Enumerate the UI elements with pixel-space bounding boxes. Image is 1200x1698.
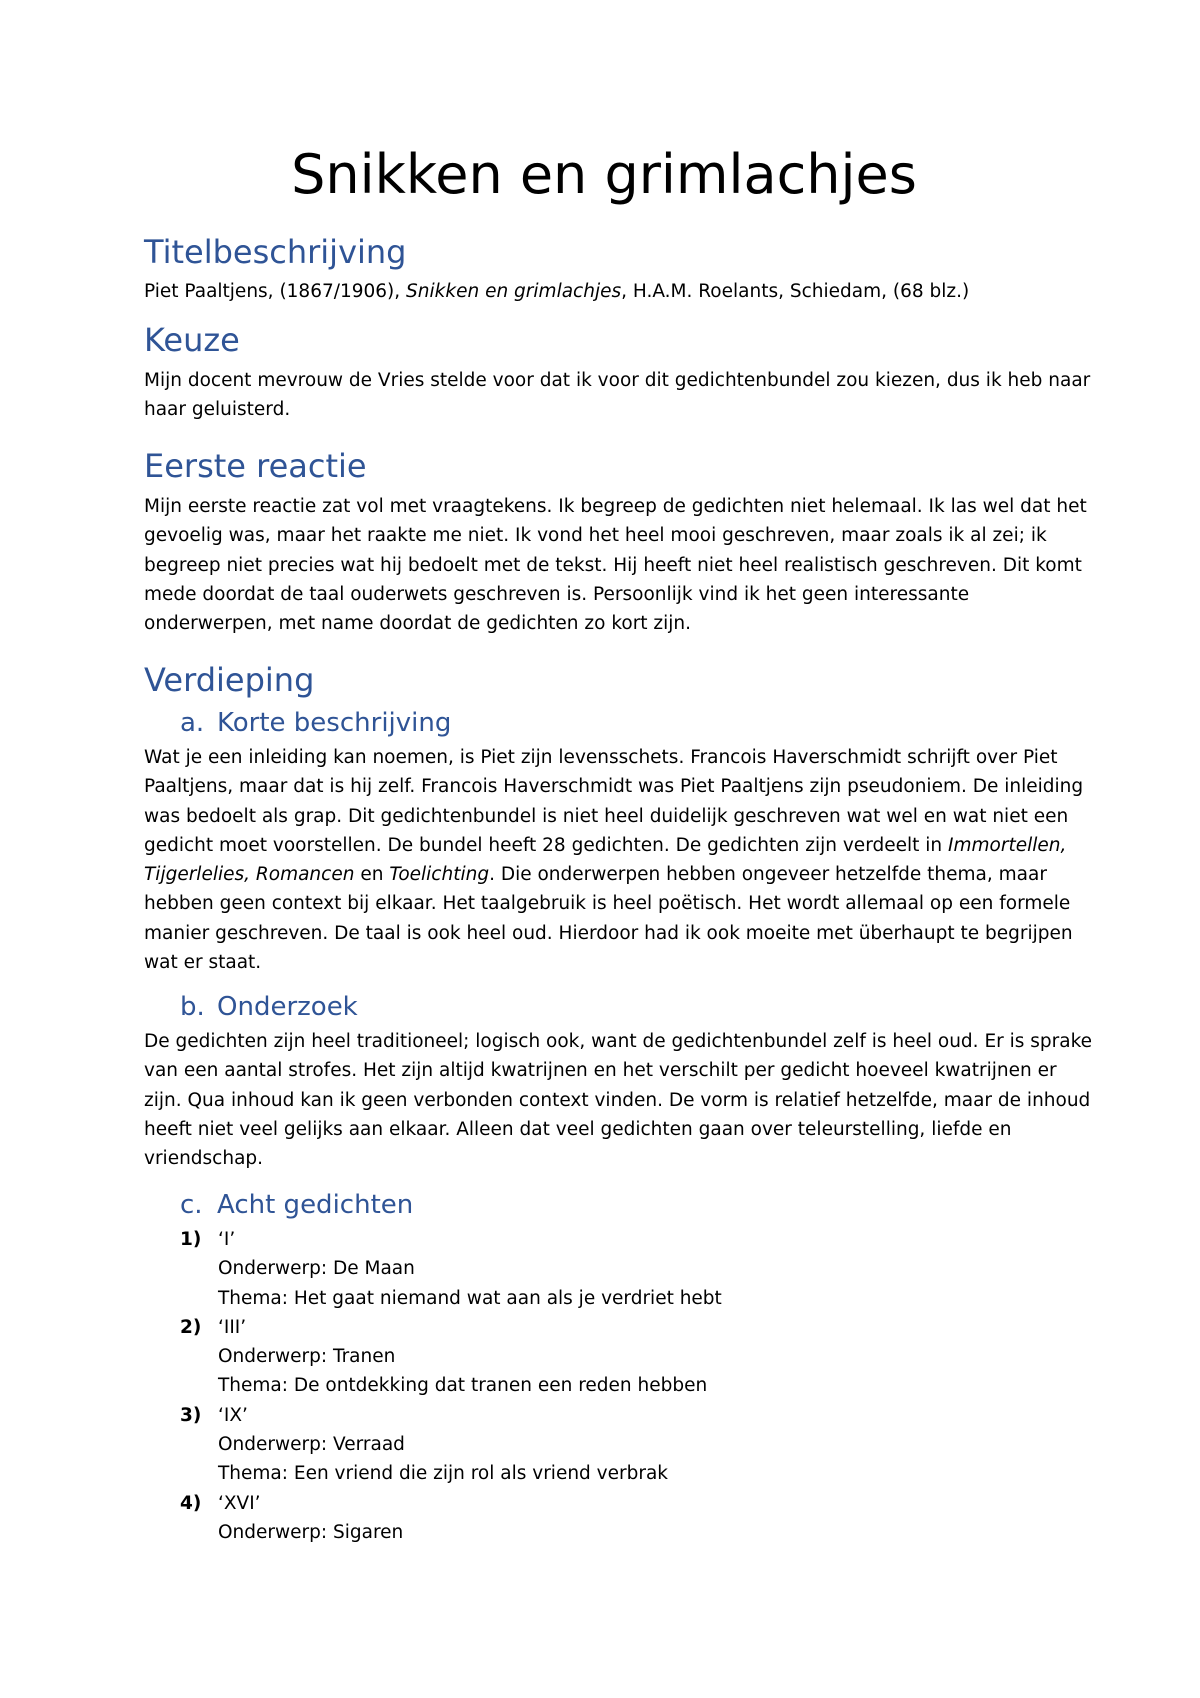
text-line: zijn. Qua inhoud kan ik geen verbonden context vinden. De vorm is relatief hetzelfde, maar de inhoud (144, 1089, 1091, 1111)
text-line: van een aantal strofes. Het zijn altijd kwatrijnen en het verschilt per gedicht hoeveel kwatrijnen er (144, 1060, 1057, 1082)
title-desc-publisher: , H.A.M. Roelants, Schiedam, (68 blz.) (621, 281, 970, 302)
onderzoek-text (144, 1027, 1093, 1173)
heading-eerste-reactie: Eerste reactie (144, 447, 367, 485)
poem-onderwerp: Onderwerp: De Maan (218, 1258, 415, 1280)
list-number: 1) (180, 1229, 202, 1250)
text-line: heeft niet veel gelijks aan elkaar. Alleen dat veel gedichten gaan over teleurstelling, liefde en (144, 1118, 1012, 1140)
text-line: De gedichten zijn heel traditioneel; logisch ook, want de gedichtenbundel zelf is heel oud. Er is sprake (144, 1031, 1093, 1052)
italic-tijgerlelies-romancen: Tijgerlelies, Romancen (144, 864, 355, 886)
list-item (180, 1489, 722, 1548)
text-line (144, 831, 1067, 860)
title-desc-book: Snikken en grimlachjes (406, 281, 622, 302)
heading-verdieping: Verdieping (144, 661, 315, 699)
poem-title: ‘I’ (218, 1229, 236, 1250)
document-title: Snikken en grimlachjes (291, 143, 917, 206)
heading-acht-gedichten (180, 1188, 413, 1222)
text-line: hebben geen context bij elkaar. Het taalgebruik is heel poëtisch. Het wordt allemaal op een formele (144, 893, 1071, 915)
text-line (144, 860, 1064, 889)
eerste-reactie-text (144, 492, 1087, 638)
text-line: gevoelig was, maar het raakte me niet. Ik vond het heel mooi geschreven, maar zoals ik al zei; ik (144, 525, 1047, 547)
heading-letter: c. (180, 1190, 203, 1220)
text-segment: . Die onderwerpen hebben ongeveer hetzelfde thema, maar (489, 864, 1047, 886)
text-line: wat er staat. (144, 952, 262, 974)
korte-beschrijving-text (144, 743, 1084, 977)
heading-korte-beschrijving (180, 706, 451, 740)
text-line: Paaltjens, maar dat is hij zelf. Francois Haverschmidt was Piet Paaltjens zijn pseudoniem. De inleiding (144, 776, 1084, 798)
text-segment: en (354, 864, 390, 886)
poem-onderwerp: Onderwerp: Verraad (218, 1434, 405, 1456)
list-item (180, 1225, 722, 1313)
heading-onderzoek (180, 990, 358, 1024)
poem-title: ‘IX’ (218, 1404, 248, 1426)
list-number: 2) (180, 1316, 202, 1338)
poem-thema: Thema: De ontdekking dat tranen een reden hebben (218, 1375, 708, 1397)
heading-letter: a. (180, 708, 205, 738)
heading-letter: b. (180, 992, 205, 1022)
text-line: begreep niet precies wat hij bedoelt met de tekst. Hij heeft niet heel realistisch geschreven. Dit komt (144, 554, 1082, 576)
poem-thema: Thema: Een vriend die zijn rol als vriend verbrak (218, 1463, 669, 1485)
italic-immortellen: Immortellen, (948, 834, 1067, 856)
heading-text: Acht gedichten (217, 1190, 414, 1220)
text-line: vriendschap. (144, 1148, 264, 1170)
text-line: onderwerpen, met name doordat de gedichten zo kort zijn. (144, 613, 692, 635)
poem-title: ‘III’ (218, 1316, 247, 1338)
heading-text: Onderzoek (217, 992, 358, 1022)
poem-onderwerp: Onderwerp: Sigaren (218, 1521, 404, 1543)
poem-onderwerp: Onderwerp: Tranen (218, 1346, 396, 1368)
text-line: Mijn eerste reactie zat vol met vraagtekens. Ik begreep de gedichten niet helemaal. Ik las wel dat het (144, 496, 1087, 517)
heading-text: Korte beschrijving (217, 708, 452, 738)
keuze-text (144, 366, 1091, 425)
text-line: haar geluisterd. (144, 399, 291, 421)
poem-thema: Thema: Het gaat niemand wat aan als je verdriet hebt (218, 1287, 722, 1309)
poems-list (180, 1225, 722, 1547)
title-desc-author: Piet Paaltjens, (1867/1906), (144, 281, 407, 302)
heading-titelbeschrijving: Titelbeschrijving (144, 233, 407, 271)
titelbeschrijving-text (144, 277, 1064, 306)
list-number: 4) (180, 1492, 202, 1514)
list-number: 3) (180, 1404, 202, 1426)
list-item (180, 1401, 722, 1489)
list-item (180, 1313, 722, 1401)
heading-keuze: Keuze (144, 321, 240, 359)
text-line: was bedoelt als grap. Dit gedichtenbundel is niet heel duidelijk geschreven wat wel en wat niet een (144, 805, 1069, 827)
text-line: mede doordat de taal ouderwets geschreven is. Persoonlijk vind ik het geen interessante (144, 583, 970, 605)
text-line: Wat je een inleiding kan noemen, is Piet zijn levensschets. Francois Haverschmidt schrijft over Piet (144, 747, 1058, 768)
text-segment: gedicht moet voorstellen. De bundel heeft 28 gedichten. De gedichten zijn verdeelt in (144, 834, 949, 856)
italic-toelichting: Toelichting (389, 864, 490, 886)
poem-title: ‘XVI’ (218, 1492, 261, 1514)
text-line: manier geschreven. De taal is ook heel oud. Hierdoor had ik ook moeite met überhaupt te begrijpen (144, 922, 1073, 944)
text-line: Mijn docent mevrouw de Vries stelde voor dat ik voor dit gedichtenbundel zou kiezen, dus ik heb naar (144, 370, 1091, 391)
